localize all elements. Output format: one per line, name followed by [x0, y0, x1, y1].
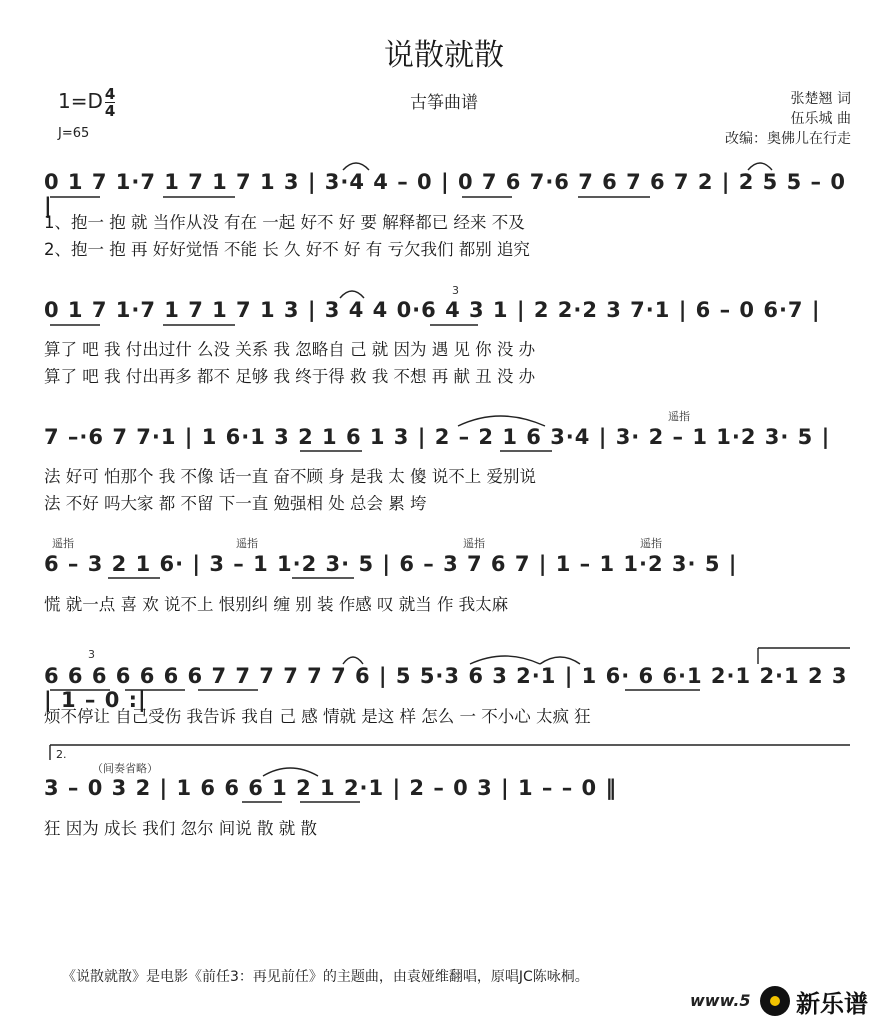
tempo-marking: J=65 — [58, 126, 90, 141]
second-ending-bracket — [50, 745, 850, 760]
playing-hint-yaozhi: 遥指 — [668, 410, 690, 423]
second-ending-mark: 2. — [56, 748, 67, 761]
lyrics-row-1-verse-2: 2、抱一 抱 再 好好觉悟 不能 长 久 好不 好 有 亏欠我们 都别 追究 — [44, 240, 530, 259]
lyrics-row-2-verse-2: 算了 吧 我 付出再多 都不 足够 我 终于得 救 我 不想 再 献 丑 没 办 — [44, 367, 536, 386]
triplet-mark: 3 — [452, 284, 459, 297]
triplet-mark: 3 — [88, 648, 95, 661]
lyrics-row-5: 烦不停让 自己受伤 我告诉 我自 己 感 情就 是这 样 怎么 一 不小心 太疯 狂 — [44, 707, 591, 726]
lyrics-row-1-verse-1: 1、抱一 抱 就 当作从没 有在 一起 好不 好 要 解释都已 经来 不及 — [44, 213, 525, 232]
lyrics-row-3-verse-1: 法 好可 怕那个 我 不像 话一直 奋不顾 身 是我 太 傻 说不上 爱别说 — [44, 467, 536, 486]
song-title: 说散就散 — [384, 38, 504, 73]
arranger-credit: 改编：奥佛儿在行走 — [725, 131, 851, 147]
interlude-note: （间奏省略） — [92, 762, 158, 775]
watermark-brand: 新乐谱 — [796, 990, 868, 1018]
playing-hint-yaozhi: 遥指 — [52, 537, 74, 550]
slur — [343, 163, 369, 170]
notation-row-2: 0 1 7 1·7 1 7 1 7 1 3 | 3 4 4 0·6 4 3 1 | 2 2·2 3 7·1 | 6 – 0 6·7 | — [44, 298, 821, 322]
key-label: 1=D — [58, 89, 103, 113]
notation-row-4: 6 – 3 2 1 6· | 3 – 1 1·2 3· 5 | 6 – 3 7 6 7 | 1 – 1 1·2 3· 5 | — [44, 552, 738, 576]
time-top: 4 — [104, 85, 116, 103]
lyrics-row-4: 慌 就一点 喜 欢 说不上 恨别纠 缠 别 装 作感 叹 就当 作 我太麻 — [44, 595, 509, 614]
slur — [458, 416, 545, 426]
playing-hint-yaozhi: 遥指 — [640, 537, 662, 550]
playing-hint-yaozhi: 遥指 — [463, 537, 485, 550]
notation-row-1: 0 1 7 1·7 1 7 1 7 1 3 | 3·4 4 – 0 | 0 7 6 7·6 7 6 7 6 7 2 | 2 5 5 – 0 | — [44, 170, 846, 218]
notation-row-3: 7 –·6 7 7·1 | 1 6·1 3 2 1 6 1 3 | 2 – 2 1 6 3·4 | 3· 2 – 1 1·2 3· 5 | — [44, 425, 831, 449]
first-ending-bracket — [758, 648, 850, 664]
slur — [470, 656, 540, 664]
composer-credit: 伍乐城 曲 — [790, 111, 851, 127]
lyrics-row-6: 狂 因为 成长 我们 忽尔 间说 散 就 散 — [44, 819, 317, 838]
slur — [343, 657, 363, 664]
notation-row-5: 6 6 6 6 6 6 6 7 7 7 7 7 7 6 | 5 5·3 6 3 2·1 | 1 6· 6 6·1 2·1 2·1 2 3 | 1 – 0 :| — [44, 664, 848, 712]
slur — [340, 291, 364, 298]
record-disc-icon — [760, 986, 790, 1016]
score-subtitle: 古筝曲谱 — [410, 93, 478, 113]
time-bottom: 4 — [104, 102, 116, 120]
slur — [263, 768, 318, 776]
watermark-url: www.5 — [690, 991, 751, 1010]
playing-hint-yaozhi: 遥指 — [236, 537, 258, 550]
lyrics-row-3-verse-2: 法 不好 吗大家 都 不留 下一直 勉强相 处 总会 累 垮 — [44, 494, 427, 513]
song-note: 《说散就散》是电影《前任3：再见前任》的主题曲，由袁娅维翻唱，原唱JC陈咏桐。 — [62, 969, 589, 985]
notation-row-6: 3 – 0 3 2 | 1 6 6 6 1 2 1 2·1 | 2 – 0 3 | 1 – – 0 ‖ — [44, 776, 617, 800]
slur — [540, 657, 580, 664]
lyricist-credit: 张楚翘 词 — [790, 91, 851, 107]
lyrics-row-2-verse-1: 算了 吧 我 付出过什 么没 关系 我 忽略自 己 就 因为 遇 见 你 没 办 — [44, 340, 536, 359]
slur — [748, 163, 772, 170]
